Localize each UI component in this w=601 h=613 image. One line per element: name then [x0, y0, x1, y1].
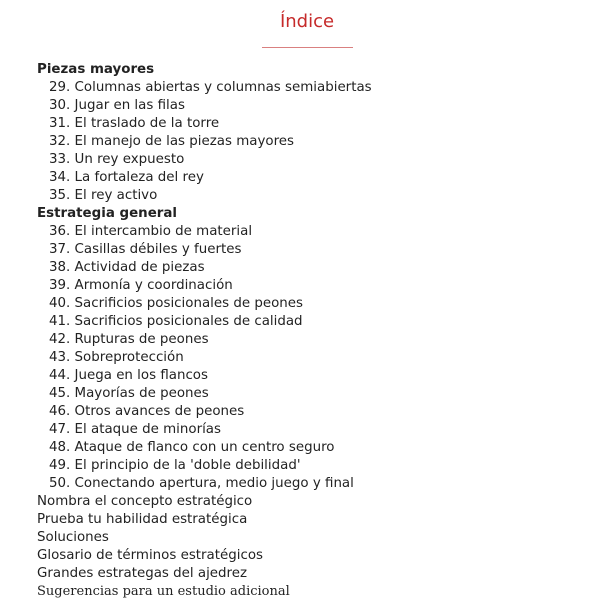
toc-extra-soluciones[interactable]: Soluciones — [37, 530, 109, 545]
toc-extra-glosario[interactable]: Glosario de términos estratégicos — [37, 548, 263, 563]
toc-item[interactable]: 44. Juega en los flancos — [49, 368, 208, 383]
page-title: Índice — [279, 11, 335, 32]
toc-extra-prueba-habilidad[interactable]: Prueba tu habilidad estratégica — [37, 512, 248, 527]
toc-item[interactable]: 30. Jugar en las filas — [49, 98, 185, 113]
toc-item[interactable]: 36. El intercambio de material — [49, 224, 253, 239]
section-heading-estrategia-general[interactable]: Estrategia general — [37, 206, 178, 221]
toc-extra-grandes-estrategas[interactable]: Grandes estrategas del ajedrez — [37, 566, 248, 581]
toc-item[interactable]: 34. La fortaleza del rey — [49, 170, 204, 185]
toc-item[interactable]: 49. El principio de la 'doble debilidad' — [49, 458, 301, 473]
table-of-contents — [37, 61, 591, 601]
toc-item[interactable]: 29. Columnas abiertas y columnas semiabiertas — [49, 80, 372, 95]
toc-item[interactable]: 37. Casillas débiles y fuertes — [49, 242, 242, 257]
toc-item[interactable]: 31. El traslado de la torre — [49, 116, 220, 131]
toc-item[interactable]: 42. Rupturas de peones — [49, 332, 209, 347]
toc-item[interactable]: 35. El rey activo — [49, 188, 158, 203]
toc-item[interactable]: 38. Actividad de piezas — [49, 260, 205, 275]
toc-item[interactable]: 48. Ataque de flanco con un centro seguro — [49, 440, 335, 455]
toc-extra-nombra-concepto[interactable]: Nombra el concepto estratégico — [37, 494, 253, 509]
toc-item[interactable]: 33. Un rey expuesto — [49, 152, 185, 167]
toc-extra-sugerencias[interactable]: Sugerencias para un estudio adicional — [37, 584, 290, 599]
title-divider — [262, 47, 353, 48]
toc-item[interactable]: 46. Otros avances de peones — [49, 404, 245, 419]
toc-item[interactable]: 45. Mayorías de peones — [49, 386, 209, 401]
toc-item[interactable]: 50. Conectando apertura, medio juego y final — [49, 476, 354, 491]
toc-item[interactable]: 43. Sobreprotección — [49, 350, 184, 365]
toc-item[interactable]: 41. Sacrificios posicionales de calidad — [49, 314, 303, 329]
section-heading-piezas-mayores[interactable]: Piezas mayores — [37, 62, 155, 77]
toc-item[interactable]: 39. Armonía y coordinación — [49, 278, 233, 293]
toc-item[interactable]: 40. Sacrificios posicionales de peones — [49, 296, 303, 311]
toc-item[interactable]: 47. El ataque de minorías — [49, 422, 221, 437]
toc-item[interactable]: 32. El manejo de las piezas mayores — [49, 134, 295, 149]
